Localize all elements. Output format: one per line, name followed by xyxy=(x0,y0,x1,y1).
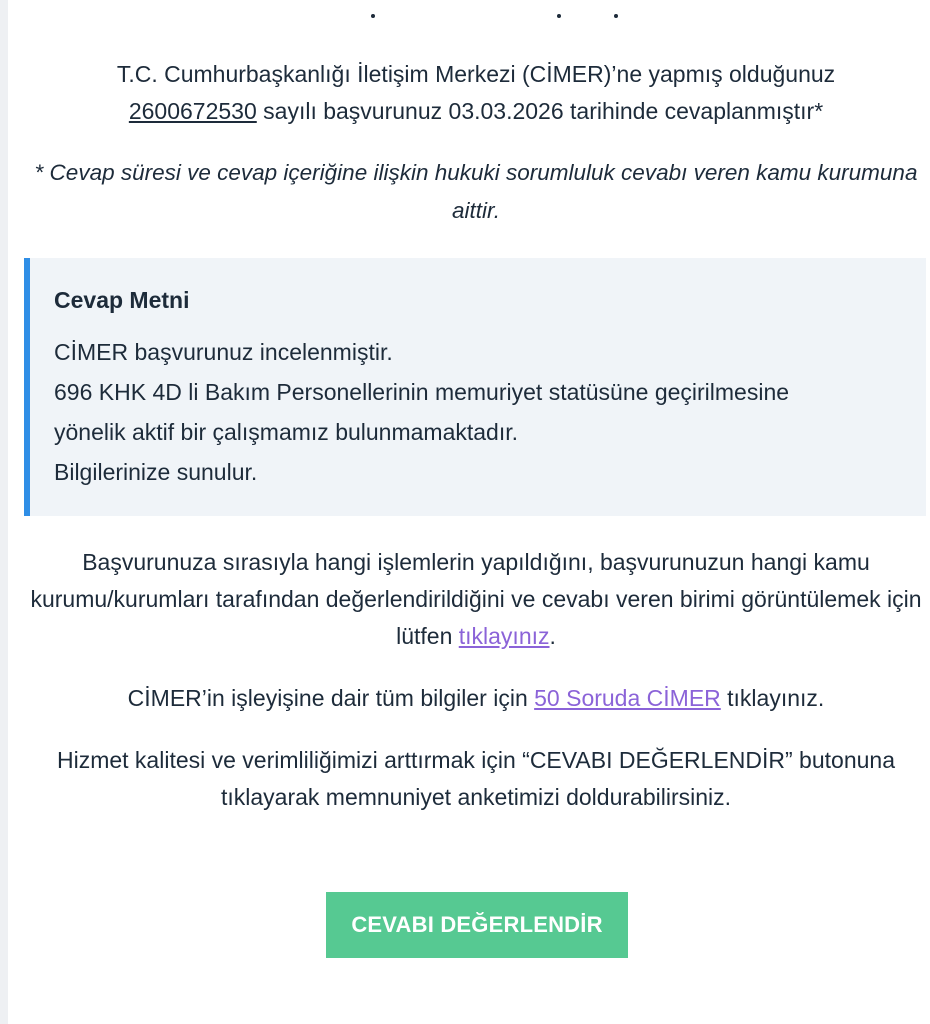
faq-text-after: tıklayınız. xyxy=(720,685,825,711)
email-content xyxy=(8,0,930,1024)
disclaimer-note: * Cevap süresi ve cevap içeriğine ilişkin hukuki sorumluluk cevabı veren kamu kurumuna aittir. xyxy=(34,160,918,223)
answer-line: yönelik aktif bir çalışmamız bulunmamaktadır. xyxy=(54,419,519,445)
answer-box xyxy=(24,258,926,516)
faq-text xyxy=(24,680,928,717)
intro-text xyxy=(24,56,928,130)
faq-text-before: CİMER’in işleyişine dair tüm bilgiler için xyxy=(127,685,535,711)
answer-line: 696 KHK 4D li Bakım Personellerinin memuriyet statüsüne geçirilmesine xyxy=(54,379,790,405)
rate-answer-button[interactable]: CEVABI DEĞERLENDİR xyxy=(326,892,628,958)
answer-line: CİMER başvurunuz incelenmiştir. xyxy=(54,339,393,365)
process-text-after: . xyxy=(549,623,556,649)
faq-link[interactable]: 50 Soruda CİMER xyxy=(534,685,721,711)
intro-before: T.C. Cumhurbaşkanlığı İletişim Merkezi (CİMER)’ne yapmış olduğunuz xyxy=(116,61,836,87)
service-text: Hizmet kalitesi ve verimliliğimizi arttırmak için “CEVABI DEĞERLENDİR” butonuna tıklayarak memnuniyet anketimizi doldurabilirsiniz. xyxy=(56,747,895,810)
left-rail xyxy=(0,0,8,1024)
process-text-before: Başvurunuza sırasıyla hangi işlemlerin yapıldığını, başvurunuzun hangi kamu kurumu/kurumları tarafından değerlendirildiğini ve cevabı veren birimi görüntülemek için lütfen xyxy=(30,549,922,649)
intro-after: sayılı başvurunuz 03.03.2026 tarihinde cevaplanmıştır* xyxy=(256,98,824,124)
application-number: 2600672530 xyxy=(128,98,257,124)
process-details-link[interactable]: tıklayınız xyxy=(458,623,550,649)
process-text xyxy=(24,544,928,655)
answer-line: Bilgilerinize sunulur. xyxy=(54,459,258,485)
header-remnant xyxy=(8,14,930,24)
answer-title: Cevap Metni xyxy=(54,287,190,313)
